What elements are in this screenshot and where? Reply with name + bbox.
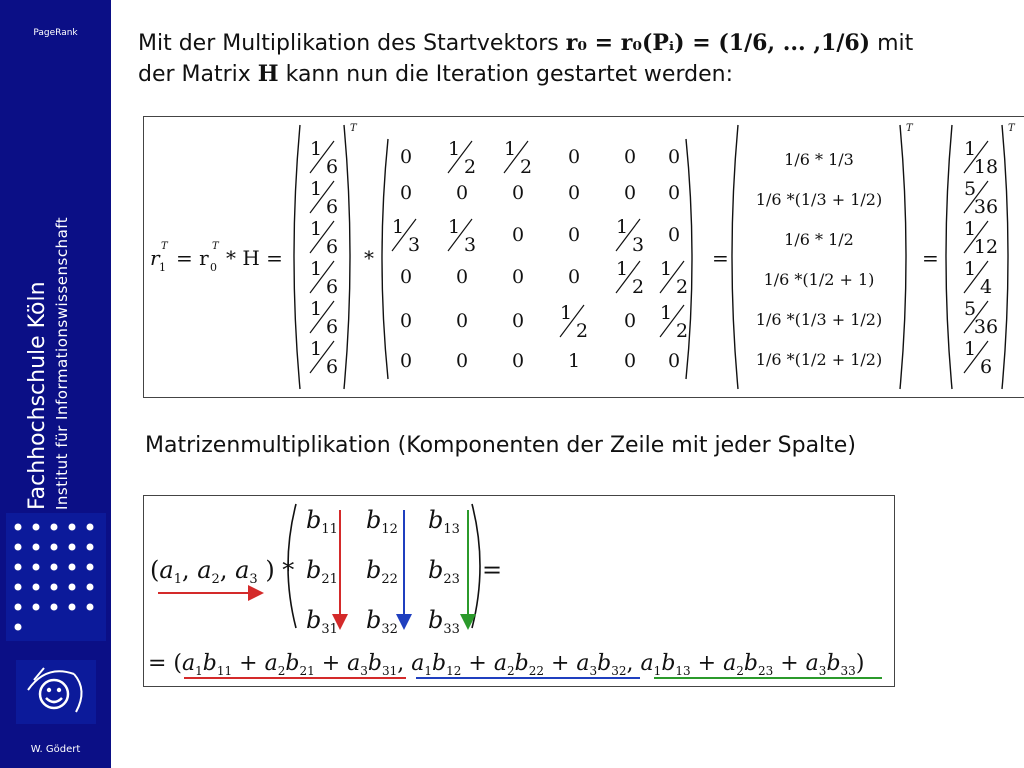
H-3-5-den: 2 bbox=[675, 276, 689, 298]
start-vector-5-num: 1 bbox=[309, 338, 323, 360]
H-0-2-den: 2 bbox=[519, 156, 533, 178]
product-row-4: 1/6 *(1/3 + 1/2) bbox=[755, 310, 883, 329]
H-3-1: 0 bbox=[455, 266, 469, 288]
author-label: W. Gödert bbox=[30, 744, 81, 755]
svg-text:b11: $b_{11}$ bbox=[306, 506, 338, 537]
sidebar bbox=[0, 0, 111, 768]
equals-1: = bbox=[712, 246, 729, 270]
H-0-1-num: 1 bbox=[447, 138, 461, 160]
H-2-1-num: 1 bbox=[447, 216, 461, 238]
svg-text:b13: $b_{13}$ bbox=[428, 506, 460, 537]
slide-heading bbox=[138, 28, 1008, 90]
svg-text:b22: $b_{22}$ bbox=[366, 556, 398, 587]
H-4-5-num: 1 bbox=[659, 302, 673, 324]
H-5-5: 0 bbox=[667, 350, 681, 372]
H-2-0-den: 3 bbox=[407, 234, 421, 256]
dot-grid-logo bbox=[6, 513, 106, 641]
result-0-num: 1 bbox=[963, 138, 977, 160]
heading-text-1: Mit der Multiplikation des Startvektors bbox=[138, 31, 566, 56]
start-vector-5-den: 6 bbox=[325, 356, 339, 378]
H-2-4-num: 1 bbox=[615, 216, 629, 238]
H-3-2: 0 bbox=[511, 266, 525, 288]
svg-text:b12: $b_{12}$ bbox=[366, 506, 398, 537]
start-vector-2-num: 1 bbox=[309, 218, 323, 240]
H-0-5: 0 bbox=[667, 146, 681, 168]
H-2-2: 0 bbox=[511, 224, 525, 246]
H-4-3-num: 1 bbox=[559, 302, 573, 324]
svg-text:b33: $b_{33}$ bbox=[428, 606, 460, 637]
H-3-0: 0 bbox=[399, 266, 413, 288]
svg-text:T: T bbox=[906, 123, 913, 134]
heading-text-4: kann nun die Iteration gestartet werden: bbox=[278, 62, 733, 87]
H-5-0: 0 bbox=[399, 350, 413, 372]
H-0-3: 0 bbox=[567, 146, 581, 168]
H-4-4: 0 bbox=[623, 310, 637, 332]
svg-text:b32: $b_{32}$ bbox=[366, 606, 398, 637]
H-2-0-num: 1 bbox=[391, 216, 405, 238]
svg-text:b21: $b_{21}$ bbox=[306, 556, 338, 587]
product-row-2: 1/6 * 1/2 bbox=[784, 230, 854, 249]
matrix-multiplication-caption: Matrizenmultiplikation (Komponenten der Zeile mit jeder Spalte) bbox=[145, 433, 856, 458]
svg-text:0: 0 bbox=[210, 261, 217, 274]
result-1-den: 36 bbox=[973, 196, 999, 218]
H-3-5-num: 1 bbox=[659, 258, 673, 280]
start-vector-0-num: 1 bbox=[309, 138, 323, 160]
svg-text:=: = bbox=[482, 556, 503, 584]
H-1-5: 0 bbox=[667, 182, 681, 204]
sidebar-institution-block bbox=[24, 90, 88, 510]
svg-text:T: T bbox=[212, 241, 219, 252]
svg-text:= (a1b11 + a2b21 + a3b31, a1b1: = ($a_1b_{11} + a_2b_{21} + a_3b_{31}$, $a_1b_{12} + a_2b_{22} + a_3b_{32}$, $a_1b_{13} + a_2b_{23} + a_3b_{33}$) bbox=[148, 651, 865, 678]
start-vector-1-num: 1 bbox=[309, 178, 323, 200]
H-0-1-den: 2 bbox=[463, 156, 477, 178]
r0-symbol: = r bbox=[176, 246, 209, 270]
H-0-2-num: 1 bbox=[503, 138, 517, 160]
H-5-3: 1 bbox=[567, 350, 581, 372]
start-vector-4-den: 6 bbox=[325, 316, 339, 338]
H-2-4-den: 3 bbox=[631, 234, 645, 256]
institute-name: Institut für Informationswissenschaft bbox=[53, 216, 71, 510]
svg-text:T: T bbox=[350, 123, 357, 134]
H-5-2: 0 bbox=[511, 350, 525, 372]
multiplication-scheme bbox=[144, 496, 894, 686]
start-vector-1-den: 6 bbox=[325, 196, 339, 218]
sidebar-top-label: PageRank bbox=[33, 28, 78, 38]
H-4-1: 0 bbox=[455, 310, 469, 332]
result-2-num: 1 bbox=[963, 218, 977, 240]
start-vector-4-num: 1 bbox=[309, 298, 323, 320]
H-1-1: 0 bbox=[455, 182, 469, 204]
iteration-equation-box bbox=[143, 116, 1024, 398]
heading-formula: r₀ = r₀(Pᵢ) = (1/6, ... ,1/6) bbox=[565, 30, 871, 56]
H-2-1-den: 3 bbox=[463, 234, 477, 256]
result-3-den: 4 bbox=[979, 276, 993, 298]
H-3-4-den: 2 bbox=[631, 276, 645, 298]
iteration-equation bbox=[144, 117, 1024, 397]
svg-text:T: T bbox=[1008, 123, 1015, 134]
result-2-den: 12 bbox=[973, 236, 999, 258]
H-0-4: 0 bbox=[623, 146, 637, 168]
H-4-0: 0 bbox=[399, 310, 413, 332]
H-4-2: 0 bbox=[511, 310, 525, 332]
product-row-3: 1/6 *(1/2 + 1) bbox=[763, 270, 875, 289]
H-3-3: 0 bbox=[567, 266, 581, 288]
H-1-4: 0 bbox=[623, 182, 637, 204]
r1-symbol: r bbox=[150, 246, 160, 270]
svg-text:b23: $b_{23}$ bbox=[428, 556, 460, 587]
H-4-5-den: 2 bbox=[675, 320, 689, 342]
product-row-1: 1/6 *(1/3 + 1/2) bbox=[755, 190, 883, 209]
result-5-den: 6 bbox=[979, 356, 993, 378]
H-0-0: 0 bbox=[399, 146, 413, 168]
multiplication-scheme-box bbox=[143, 495, 895, 687]
svg-text:T: T bbox=[161, 241, 168, 252]
product-row-0: 1/6 * 1/3 bbox=[784, 150, 854, 169]
start-vector-3-den: 6 bbox=[325, 276, 339, 298]
H-5-1: 0 bbox=[455, 350, 469, 372]
smiley-logo-icon bbox=[16, 660, 96, 724]
heading-text-3: der Matrix bbox=[138, 62, 258, 87]
heading-text-2: mit bbox=[870, 31, 914, 56]
start-vector-3-num: 1 bbox=[309, 258, 323, 280]
H-5-4: 0 bbox=[623, 350, 637, 372]
H-2-5: 0 bbox=[667, 224, 681, 246]
times-sign: * bbox=[364, 246, 374, 270]
H-1-3: 0 bbox=[567, 182, 581, 204]
result-4-num: 5 bbox=[963, 298, 977, 320]
start-vector-0-den: 6 bbox=[325, 156, 339, 178]
heading-matrix-symbol: H bbox=[257, 61, 279, 87]
result-3-num: 1 bbox=[963, 258, 977, 280]
svg-text:b31: $b_{31}$ bbox=[306, 606, 338, 637]
svg-text:1: 1 bbox=[159, 261, 166, 274]
times-H: * H = bbox=[226, 246, 283, 270]
H-1-2: 0 bbox=[511, 182, 525, 204]
H-4-3-den: 2 bbox=[575, 320, 589, 342]
svg-text:(a1, a2, a3 ) *: ($a_1$, $a_2$, $a_3$ ) * bbox=[150, 556, 295, 587]
product-row-5: 1/6 *(1/2 + 1/2) bbox=[755, 350, 883, 369]
equals-2: = bbox=[922, 246, 939, 270]
result-1-num: 5 bbox=[963, 178, 977, 200]
H-3-4-num: 1 bbox=[615, 258, 629, 280]
result-0-den: 18 bbox=[973, 156, 999, 178]
H-2-3: 0 bbox=[567, 224, 581, 246]
institution-name: Fachhochschule Köln bbox=[25, 281, 50, 510]
H-1-0: 0 bbox=[399, 182, 413, 204]
result-5-num: 1 bbox=[963, 338, 977, 360]
start-vector-2-den: 6 bbox=[325, 236, 339, 258]
result-4-den: 36 bbox=[973, 316, 999, 338]
